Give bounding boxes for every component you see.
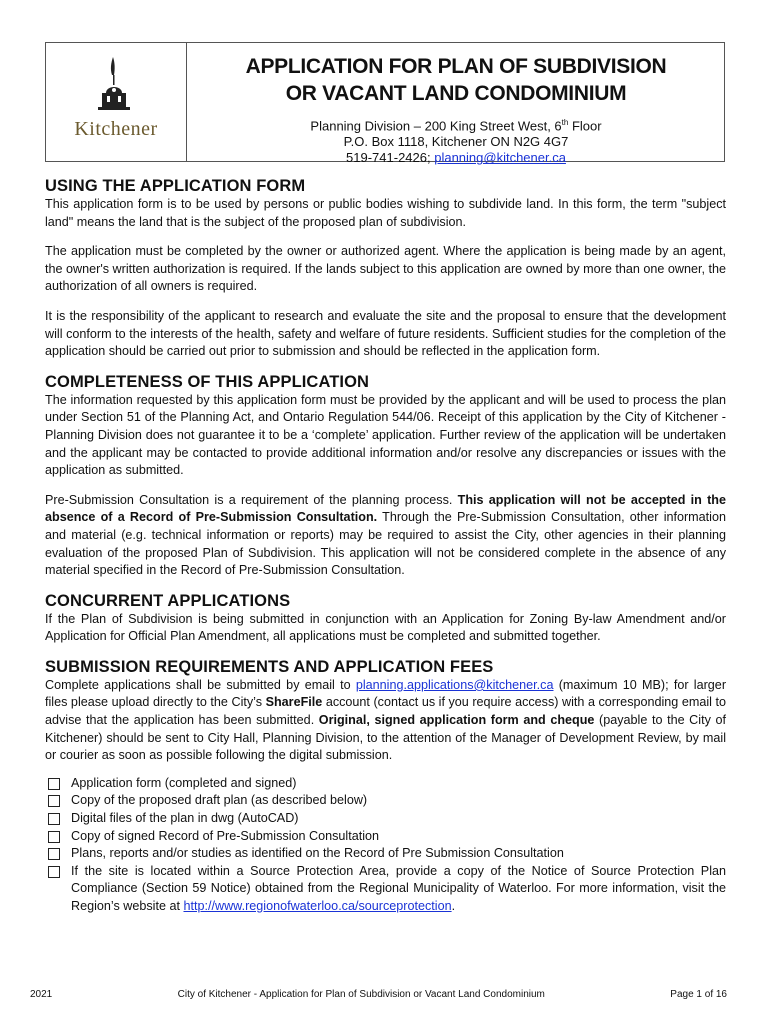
logo-wordmark: Kitchener [74, 118, 158, 140]
checkbox[interactable] [48, 795, 60, 807]
contact-line [186, 150, 726, 166]
using-paragraph-2: The application must be completed by the owner or authorized agent. Where the application is being made by an agent, the owner's written authorization is required. If the lands subject to this application are owned by more than one owner, the authorization of all owners is required. [45, 244, 726, 294]
checkbox[interactable] [48, 831, 60, 843]
page-footer [30, 989, 727, 1000]
page-number: Page 1 of 16 [670, 989, 727, 1000]
city-logo [46, 43, 187, 161]
completeness-paragraph-2: Pre-Submission Consultation is a requirement of the planning process. This application will not be accepted in the absence of a Record of Pre-Submission Consultation. Through the Pre-Submission Consultation, other information and material (e.g. technical information or reports) may be required to assist the City, other agencies in their planning evaluation of the proposed Plan of Subdivision. This application will not be considered complete in the absence of any material specified in the Record of Pre-Submission Consultation. [45, 492, 726, 578]
using-paragraph-1: This application form is to be used by persons or public bodies wishing to subdivide land. In this form, the term "subject land" means the land that is the subject of the proposed plan of subdivision. [45, 197, 726, 229]
checklist-item: Copy of the proposed draft plan (as described below) [45, 792, 726, 810]
checklist-item: Application form (completed and signed) [45, 775, 726, 793]
title-line-2: OR VACANT LAND CONDOMINIUM [285, 82, 627, 105]
po-box: P.O. Box 1118, Kitchener ON N2G 4G7 [343, 134, 569, 150]
applications-email-link[interactable]: planning.applications@kitchener.ca [355, 677, 554, 692]
concurrent-paragraph: If the Plan of Subdivision is being submitted in conjunction with an Application for Zoning By-law Amendment and/or Application for Official Plan Amendment, all applications must be completed and submitted together. [45, 611, 726, 644]
address-line: Planning Division – 200 King Street West, 6th Floor [310, 118, 602, 134]
checkbox[interactable] [48, 778, 60, 790]
submission-paragraph: Complete applications shall be submitted by email to planning.applications@kitchener.ca (maximum 10 MB); for larger files please upload directly to the City’s ShareFile account (contact us if you require access) with a corresponding email to advise that the application has been submitted. Original, signed application form and cheque (payable to the City of Kitchener) should be sent to City Hall, Planning Division, to the attention of the Manager of Development Review, by mail or courier as soon as possible following the digital submission. [45, 677, 727, 763]
checklist-item: Digital files of the plan in dwg (AutoCAD) [45, 810, 726, 828]
section-heading-completeness: COMPLETENESS OF THIS APPLICATION [45, 372, 370, 391]
completeness-paragraph-1: The information requested by this application form must be provided by the applicant and will be used to process the plan under Section 51 of the Planning Act, and Ontario Regulation 544/06. Receipt of this application by the City of Kitchener - Planning Division does not guarantee it to be a ‘complete’ application. Further review of the application will be undertaken and the applicant may be contacted to provide additional information and/or resolve any discrepancies or issues with the application as submitted. [45, 392, 726, 478]
checklist-item: Copy of signed Record of Pre-Submission Consultation [45, 828, 726, 846]
checkbox[interactable] [48, 813, 60, 825]
footer-title: City of Kitchener - Application for Plan of Subdivision or Vacant Land Condominium [177, 989, 545, 1000]
requirements-checklist [45, 775, 726, 916]
checklist-item-source-protection: If the site is located within a Source Protection Area, provide a copy of the Notice of Source Protection Plan Compliance (Section 59 Notice) obtained from the Regional Municipality of Waterloo. For more information, visit the Region’s website at http://www.regionofwaterloo.ca/sourceprotection. [45, 863, 726, 916]
checkbox[interactable] [48, 866, 60, 878]
phone: 519-741-2426; [346, 150, 435, 166]
title-block [186, 53, 726, 166]
document-header [45, 42, 725, 166]
main-content [45, 176, 726, 916]
checkbox[interactable] [48, 848, 60, 860]
planning-email-link[interactable]: planning@kitchener.ca [434, 150, 566, 166]
using-paragraph-3: It is the responsibility of the applicant to research and evaluate the site and the proposal to ensure that the development will conform to the interests of the health, safety and welfare of future residents. Sufficient studies for the completion of the application should be carried out prior to submission and should be reflected in the application form. [45, 308, 726, 359]
section-heading-using: USING THE APPLICATION FORM [45, 177, 306, 195]
checklist-item: Plans, reports and/or studies as identified on the Record of Pre Submission Consultation [45, 845, 726, 863]
section-heading-submission: SUBMISSION REQUIREMENTS AND APPLICATION FEES [45, 657, 494, 676]
title-line-1: APPLICATION FOR PLAN OF SUBDIVISION [245, 55, 667, 78]
city-hall-icon [96, 55, 136, 117]
footer-year: 2021 [30, 989, 53, 1000]
source-protection-link[interactable]: http://www.regionofwaterloo.ca/sourceprotection [183, 899, 452, 913]
section-heading-concurrent: CONCURRENT APPLICATIONS [45, 591, 291, 610]
